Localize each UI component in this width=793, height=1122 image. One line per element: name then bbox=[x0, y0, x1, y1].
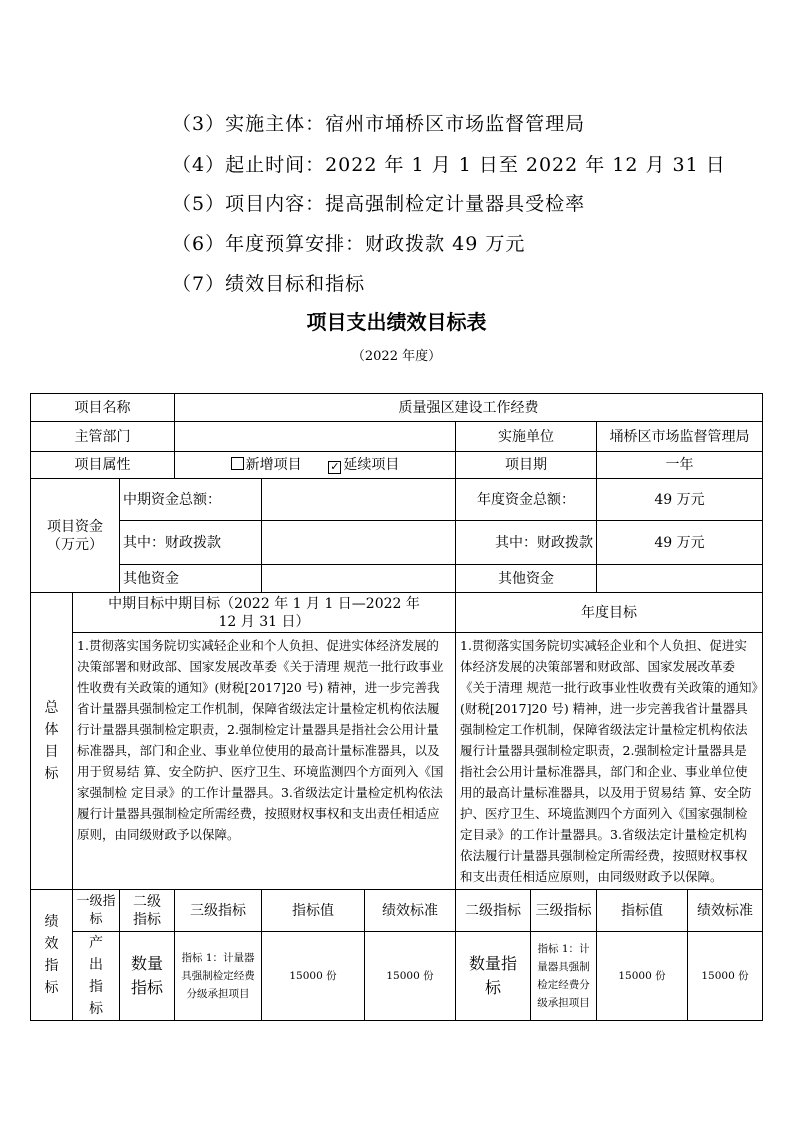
mid-goal-header: 中期目标中期目标（2022 年 1 月 1 日—2022 年 12 月 31 日） bbox=[73, 593, 456, 633]
header-level3-b: 三级指标 bbox=[531, 890, 597, 932]
row-value: 15000 份 bbox=[262, 932, 365, 1021]
year-fiscal-value: 49 万元 bbox=[597, 521, 763, 565]
row-standard-b: 15000 份 bbox=[688, 932, 763, 1021]
header-level2-b: 二级指标 bbox=[456, 890, 531, 932]
intro-line-5: （5）项目内容：提高强制检定计量器具受检率 bbox=[172, 193, 586, 215]
option-new-label: 新增项目 bbox=[245, 457, 302, 473]
year-goal-text: 1.贯彻落实国务院切实减轻企业和个人负担、促进实体经济发展的决策部署和财政部、国家发展改革委《关于清理 规范一批行政事业性收费有关政策的通知》(财税[2017]20 号) 精神，进一步完善我省计量器具强制检定工作机制，保障省级法定计量检定机构依法履行计量器具强制检定职责，2.强制检定计量器具是指社会公用计量标准器具，部门和企业、事业单位使用的最高计量标准器具，以及用于贸易结 算、安全防护、医疗卫生、环境监测四个方面列入《国家强制检 定目录》的工作计量器具。3.省级法定计量检定机构依法履行计量器具强制检定所需经费，按照财权事权和支出责任相适应原则，由同级财政予以保障。 bbox=[456, 633, 763, 890]
mid-total-value bbox=[262, 479, 456, 521]
intro-line-6: （6）年度预算安排：财政拨款 49 万元 bbox=[172, 233, 526, 255]
overall-goal-label: 总体目标 bbox=[31, 593, 73, 890]
row-standard: 15000 份 bbox=[365, 932, 456, 1021]
year-fiscal-label: 其中：财政拨款 bbox=[456, 521, 597, 565]
mid-other-value bbox=[262, 565, 456, 593]
checkbox-continue[interactable]: ✓ bbox=[330, 460, 340, 473]
impl-label: 实施单位 bbox=[456, 422, 597, 452]
header-level2: 二级指标 bbox=[120, 890, 175, 932]
table-title: 项目支出绩效目标表 bbox=[306, 310, 487, 334]
perf-indicator-label: 绩效指标 bbox=[31, 890, 73, 1021]
year-other-label: 其他资金 bbox=[456, 565, 597, 593]
row-level1: 产出指标 bbox=[73, 932, 120, 1021]
header-standard-b: 绩效标准 bbox=[688, 890, 763, 932]
mid-fiscal-value bbox=[262, 521, 456, 565]
dept-value bbox=[175, 422, 456, 452]
period-value: 一年 bbox=[597, 452, 763, 479]
intro-line-3: （3）实施主体：宿州市埇桥区市场监督管理局 bbox=[172, 113, 586, 135]
project-name-label: 项目名称 bbox=[31, 394, 175, 422]
attr-label: 项目属性 bbox=[31, 452, 175, 479]
project-name: 质量强区建设工作经费 bbox=[175, 394, 763, 422]
performance-table bbox=[30, 393, 763, 1021]
year-total-label: 年度资金总额： bbox=[456, 479, 597, 521]
mid-other-label: 其他资金 bbox=[120, 565, 262, 593]
year-goal-header: 年度目标 bbox=[456, 593, 763, 633]
header-level1: 一级指标 bbox=[73, 890, 120, 932]
period-label: 项目期 bbox=[456, 452, 597, 479]
header-value: 指标值 bbox=[262, 890, 365, 932]
year-other-value bbox=[597, 565, 763, 593]
row-level3-b: 指标 1：计量器具强制检定经费分级承担项目 bbox=[531, 932, 597, 1021]
table-subtitle: （2022 年度） bbox=[351, 349, 442, 364]
checkbox-new[interactable] bbox=[231, 457, 244, 470]
impl-value: 埇桥区市场监督管理局 bbox=[597, 422, 763, 452]
row-level3: 指标 1：计量器具强制检定经费分级承担项目 bbox=[175, 932, 262, 1021]
option-continue-label: 延续项目 bbox=[343, 457, 400, 473]
header-standard: 绩效标准 bbox=[365, 890, 456, 932]
mid-total-label: 中期资金总额： bbox=[120, 479, 262, 521]
row-level2: 数量指标 bbox=[120, 932, 175, 1021]
project-attribute bbox=[175, 452, 456, 479]
intro-line-7: （7）绩效目标和指标 bbox=[172, 273, 366, 295]
row-level2-b: 数量指标 bbox=[456, 932, 531, 1021]
row-value-b: 15000 份 bbox=[597, 932, 688, 1021]
dept-label: 主管部门 bbox=[31, 422, 175, 452]
mid-fiscal-label: 其中：财政拨款 bbox=[120, 521, 262, 565]
mid-goal-text: 1.贯彻落实国务院切实减轻企业和个人负担、促进实体经济发展的决策部署和财政部、国家发展改革委《关于清理 规范一批行政事业性收费有关政策的通知》(财税[2017]20 号) 精神，进一步完善我省计量器具强制检定工作机制，保障省级法定计量检定机构依法履行计量器具强制检定职责，2.强制检定计量器具是指社会公用计量标准器具，部门和企业、事业单位使用的最高计量标准器具，以及用于贸易结 算、安全防护、医疗卫生、环境监测四个方面列入《国家强制检 定目录》的工作计量器具。3.省级法定计量检定机构依法履行计量器具强制检定所需经费，按照财权事权和支出责任相适应原则，由同级财政予以保障。 bbox=[73, 633, 456, 890]
year-total-value: 49 万元 bbox=[597, 479, 763, 521]
intro-line-4: （4）起止时间：2022 年 1 月 1 日至 2022 年 12 月 31 日 bbox=[172, 154, 726, 176]
header-level3: 三级指标 bbox=[175, 890, 262, 932]
fund-label: 项目资金（万元） bbox=[31, 479, 120, 593]
header-value-b: 指标值 bbox=[597, 890, 688, 932]
